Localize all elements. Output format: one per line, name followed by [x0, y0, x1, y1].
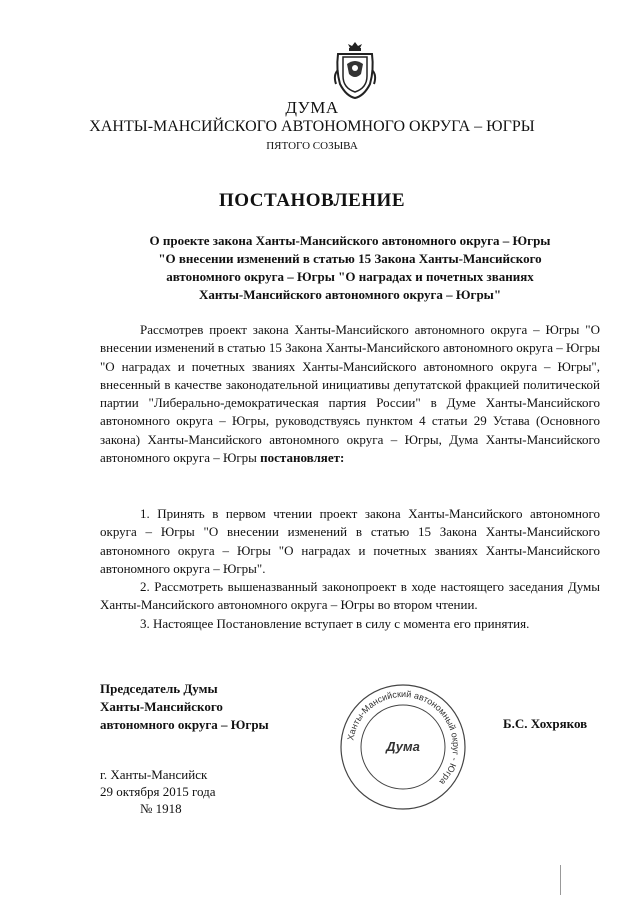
preamble-text: Рассмотрев проект закона Ханты-Мансийского автономного округа – Югры "О внесении изменений в статью 15 Закона Ханты-Мансийского автономного округа – Югры "О наградах и почетных званиях Ханты-Мансийского автономного округа – Югры", внесенный в качестве законодательной инициативы депутатской фракцией политической партии "Либерально-демократическая партия России" в Думе Ханты-Мансийского автономного округа – Югры, руководствуясь пунктом 4 статьи 29 Устава (Основного закона) Ханты-Мансийского автономного округа – Югры, Дума Ханты-Мансийского автономного округа – Югры [100, 322, 600, 466]
header-okrug: ХАНТЫ-МАНСИЙСКОГО АВТОНОМНОГО ОКРУГА – ЮГРЫ [89, 118, 535, 135]
signatory-name: Б.С. Хохряков [503, 716, 588, 731]
city: г. Ханты-Мансийск [100, 767, 208, 782]
document-title: ПОСТАНОВЛЕНИЕ [218, 190, 406, 211]
subject-line: О проекте закона Ханты-Мансийского автономного округа – Югры [149, 233, 551, 248]
date: 29 октября 2015 года [100, 784, 216, 799]
resolution-item: 1. Принять в первом чтении проект закона Ханты-Мансийского автономного округа – Югры "О внесении изменений в статью 15 Закона Ханты-Мансийского автономного округа – Югры "О наградах и почетных званиях Ханты-Мансийского автономного округа – Югры". [100, 506, 600, 576]
header-convocation: ПЯТОГО СОЗЫВА [266, 140, 358, 152]
subject-line: "О внесении изменений в статью 15 Закона Ханты-Мансийского [158, 251, 542, 266]
resolution-items [100, 505, 600, 633]
subject-line: Ханты-Мансийского автономного округа – Югры" [198, 287, 502, 302]
official-seal-stamp [338, 682, 468, 812]
scan-mark [560, 865, 561, 895]
subject-line: автономного округа – Югры "О наградах и почетных званиях [166, 269, 534, 284]
preamble-resolves: постановляет: [260, 450, 345, 466]
resolution-item: 3. Настоящее Постановление вступает в силу с момента его принятия. [140, 615, 530, 631]
resolution-item: 2. Рассмотреть вышеназванный законопроект в ходе настоящего заседания Думы Ханты-Мансийского автономного округа – Югры во втором чтении. [100, 579, 600, 613]
document-number: № 1918 [140, 801, 182, 816]
header-duma: ДУМА [285, 98, 339, 117]
coat-of-arms-emblem [330, 40, 380, 100]
stamp-ring-text: Ханты-Мансийский автономный округ - Югра [345, 688, 462, 787]
signatory-position: Председатель Думы Ханты-Мансийского автономного округа – Югры [100, 681, 269, 732]
stamp-center-text: Дума [386, 739, 420, 754]
place-date-number [100, 766, 216, 817]
subject-block [100, 232, 600, 304]
preamble [100, 321, 600, 467]
